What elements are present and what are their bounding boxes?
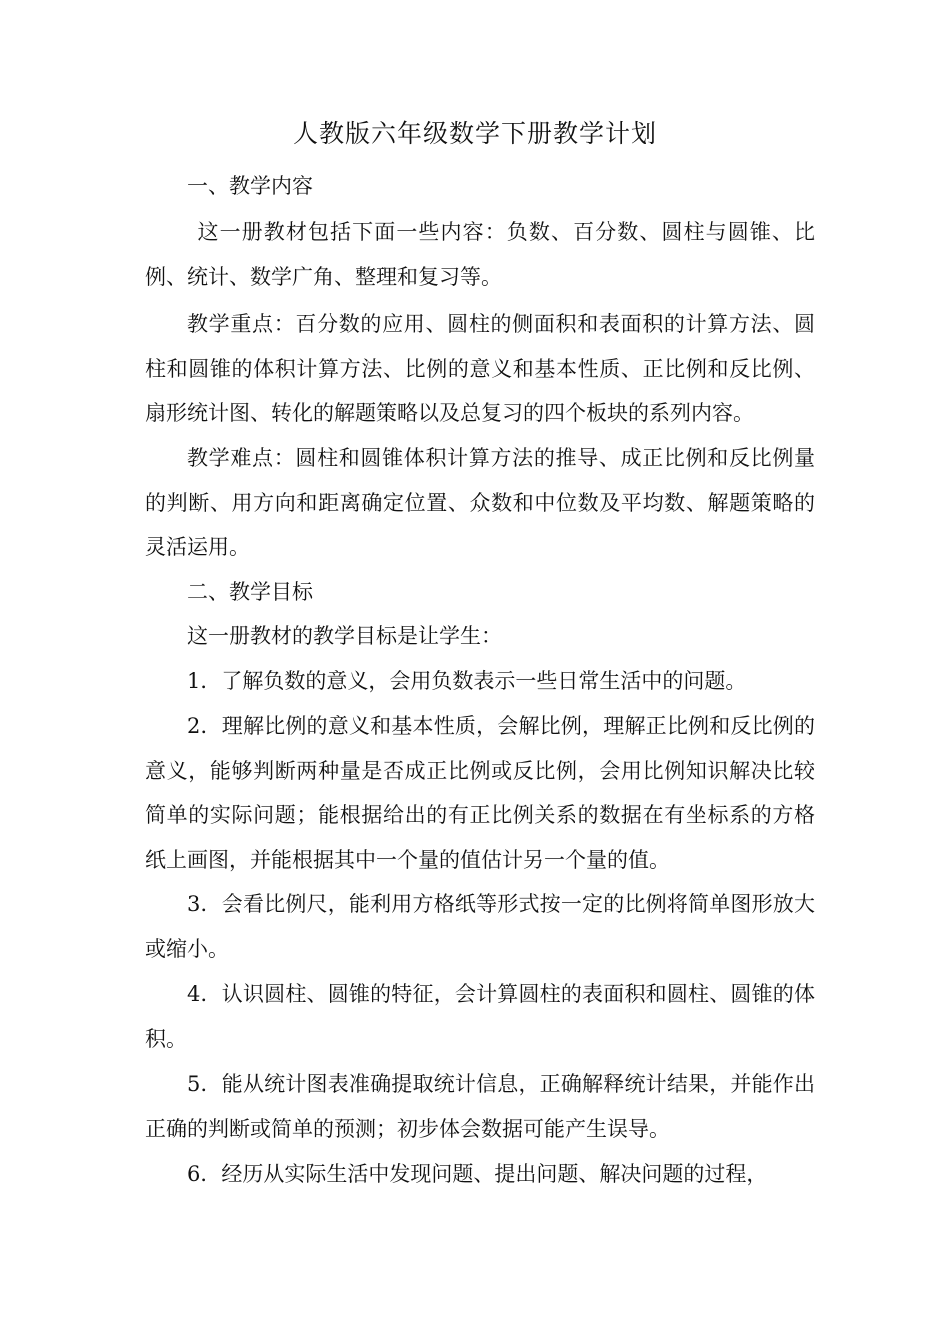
goal-item-1: 1．了解负数的意义，会用负数表示一些日常生活中的问题。: [187, 669, 747, 693]
section-heading-teaching-goals: 二、教学目标: [187, 580, 313, 604]
paragraph-teaching-focus: 教学重点：百分数的应用、圆柱的侧面积和表面积的计算方法、圆柱和圆锥的体积计算方法、比例的意义和基本性质、正比例和反比例、扇形统计图、转化的解题策略以及总复习的四个板块的系列内容。: [145, 312, 815, 425]
goal-item-3: 3．会看比例尺，能利用方格纸等形式按一定的比例将简单图形放大或缩小。: [145, 892, 815, 961]
goal-item-4: 4．认识圆柱、圆锥的特征，会计算圆柱的表面积和圆柱、圆锥的体积。: [145, 982, 815, 1051]
section-heading-teaching-content: 一、教学内容: [187, 174, 313, 198]
document-title: 人教版六年级数学下册教学计划: [292, 119, 657, 148]
paragraph-content-overview: 这一册教材包括下面一些内容：负数、百分数、圆柱与圆锥、比例、统计、数学广角、整理和复习等。: [145, 220, 815, 289]
goal-item-6: 6．经历从实际生活中发现问题、提出问题、解决问题的过程，: [187, 1162, 768, 1186]
paragraph-goals-intro: 这一册教材的教学目标是让学生：: [187, 624, 502, 648]
goal-item-2: 2．理解比例的意义和基本性质，会解比例，理解正比例和反比例的意义，能够判断两种量是否成正比例或反比例，会用比例知识解决比较简单的实际问题；能根据给出的有正比例关系的数据在有坐标系的方格纸上画图，并能根据其中一个量的值估计另一个量的值。: [145, 714, 815, 872]
paragraph-teaching-difficulties: 教学难点：圆柱和圆锥体积计算方法的推导、成正比例和反比例量的判断、用方向和距离确定位置、众数和中位数及平均数、解题策略的灵活运用。: [145, 446, 815, 559]
goal-item-5: 5．能从统计图表准确提取统计信息，正确解释统计结果，并能作出正确的判断或简单的预测；初步体会数据可能产生误导。: [145, 1072, 815, 1141]
